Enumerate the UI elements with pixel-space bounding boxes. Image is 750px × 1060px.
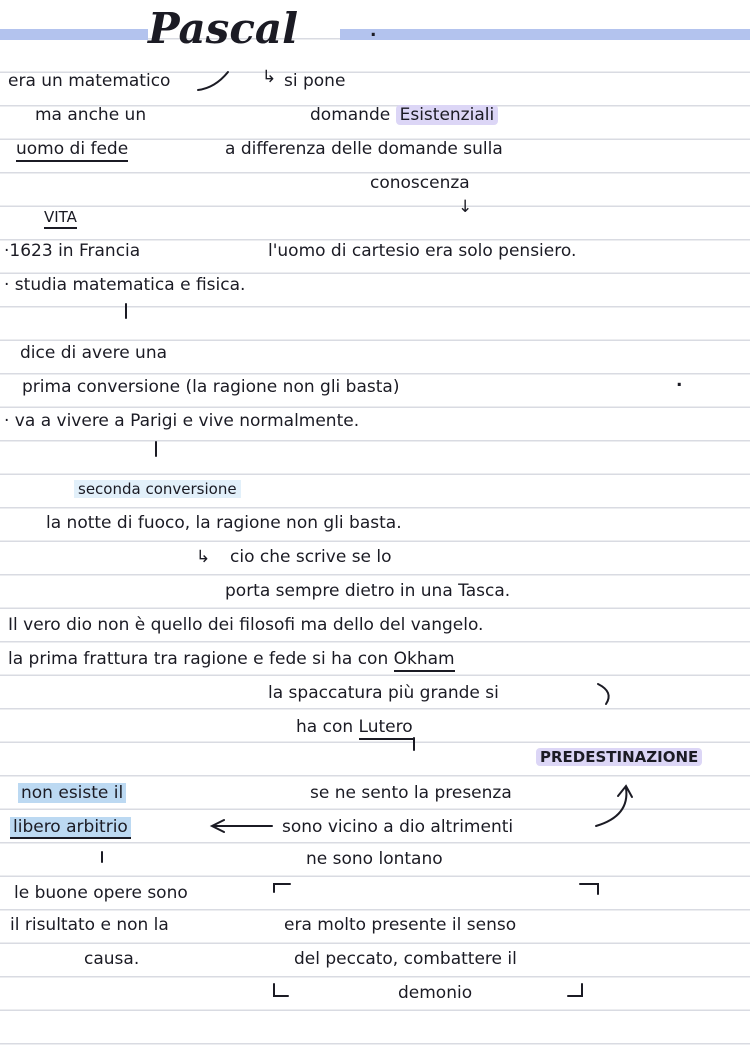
left-arrow-icon (212, 820, 272, 832)
si-pone: si pone (284, 71, 346, 91)
conversione-1-line-3: · va a vivere a Parigi e vive normalmente. (4, 411, 360, 431)
differenza-line: a differenza delle domande sulla (225, 139, 503, 159)
libero-line-2: libero arbitrio (10, 816, 131, 838)
libero-line-3: le buone opere sono (14, 883, 188, 903)
bracket-bottom-left (274, 984, 288, 996)
bracket-top-right (580, 884, 598, 894)
header-dot: . (370, 21, 377, 41)
peccato-line-3: demonio (398, 983, 473, 1003)
libero-line-4: il risultato e non la (10, 915, 169, 935)
conversione-2-line-3: porta sempre dietro in una Tasca. (225, 581, 511, 601)
conversione-2-heading: seconda conversione (74, 478, 241, 500)
conversione-2-line-2: cio che scrive se lo (230, 547, 392, 567)
intro-line-1: era un matematico (8, 71, 171, 91)
curved-arrow-icon (198, 72, 228, 90)
lutero-name: Lutero (359, 717, 413, 740)
domande-text: domande (310, 105, 391, 125)
okham-name: Okham (394, 649, 455, 672)
page-title: Pascal (148, 4, 299, 53)
esistenziali-highlight: Esistenziali (396, 105, 499, 125)
predestinazione-label: PREDESTINAZIONE (536, 746, 702, 768)
peccato-line-2: del peccato, combattere il (294, 949, 517, 969)
vero-dio-line: Il vero dio non è quello dei filosofi ma dello del vangelo. (8, 615, 484, 635)
spaccatura-line: la spaccatura più grande si (268, 683, 499, 703)
bracket-bottom-right (568, 984, 582, 996)
down-arrow-glyph: ↓ (458, 197, 473, 217)
conversione-1-line-1: dice di avere una (20, 343, 168, 363)
conversione-2-line-1: la notte di fuoco, la ragione non gli basta. (46, 513, 402, 533)
curved-arrow-up-icon (596, 786, 632, 826)
conversione-1-line-2: prima conversione (la ragione non gli basta) (22, 377, 400, 397)
intro-line-2: ma anche un (35, 105, 147, 125)
predestinazione-line-2: sono vicino a dio altrimenti (282, 817, 514, 837)
libero-line-5: causa. (84, 949, 140, 969)
curved-arrow-icon-2 (598, 684, 609, 704)
stray-dot: . (676, 371, 683, 391)
vita-line-2: · studia matematica e fisica. (4, 275, 246, 295)
predestinazione-line-1: se ne sento la presenza (310, 783, 512, 803)
lutero-line: ha con Lutero (296, 716, 413, 738)
cartesio-note: l'uomo di cartesio era solo pensiero. (268, 241, 577, 261)
bracket-top-left (274, 884, 290, 892)
conoscenza: conoscenza (370, 173, 470, 193)
frattura-line: la prima frattura tra ragione e fede si ha con Okham (8, 648, 455, 670)
vita-heading: VITA (44, 206, 77, 228)
return-arrow-glyph: ↳ (262, 67, 277, 87)
libero-line-1: non esiste il (18, 782, 126, 804)
peccato-line-1: era molto presente il senso (284, 915, 517, 935)
return-arrow-glyph-2: ↳ (196, 547, 211, 567)
uomo-di-fede: uomo di fede (16, 139, 128, 162)
predestinazione-line-3: ne sono lontano (306, 849, 443, 869)
vita-line-1: ·1623 in Francia (4, 241, 141, 261)
